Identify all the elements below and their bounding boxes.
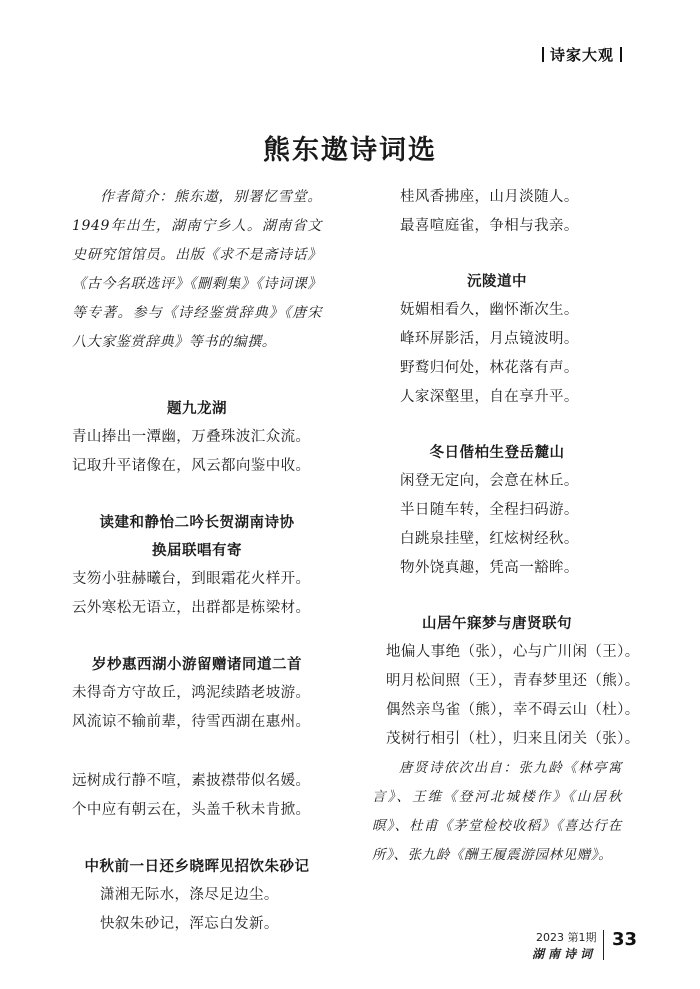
poem-line: 妩媚相看久，幽怀渐次生。 bbox=[400, 302, 579, 318]
poem-continuation bbox=[372, 183, 622, 241]
poem-line: 偶然亲鸟雀（熊），幸不碍云山（杜）。 bbox=[386, 702, 640, 718]
issue-label: 2023 第1期 bbox=[536, 931, 597, 944]
poem-title: 读建和静怡二吟长贺湖南诗协 bbox=[99, 514, 295, 531]
poem-line: 白跳泉挂壁，红炫树经秋。 bbox=[400, 531, 579, 547]
poem bbox=[372, 439, 622, 583]
poem-line: 明月松间照（王），青春梦里还（熊）。 bbox=[386, 673, 640, 689]
poem bbox=[72, 509, 322, 623]
poem-line: 未得奇方守故丘，鸿泥续踏老坡游。 bbox=[72, 685, 311, 701]
poem-line: 野鹜归何处，林花落有声。 bbox=[400, 360, 579, 376]
poem-line: 峰环屏影活，月点镜波明。 bbox=[400, 331, 579, 347]
author-bio: 作者简介：熊东遨，别署忆雪堂。1949年出生，湖南宁乡人。湖南省文史研究馆馆员。出版《求不是斋诗话》《古今名联选评》《刪剩集》《诗词课》等专著。参与《诗经鉴赏辞典》《唐宋八大家鉴赏辞典》等书的编撰。 bbox=[72, 189, 322, 350]
poem-line: 潇湘无际水，涤尽足边尘。 bbox=[100, 887, 279, 903]
poem bbox=[372, 610, 640, 754]
poem-line: 快叙朱砂记，浑忘白发新。 bbox=[100, 916, 279, 932]
poem-line bbox=[72, 737, 322, 767]
poem-line: 风流谅不输前辈，待雪西湖在惠州。 bbox=[72, 714, 311, 730]
section-tag bbox=[536, 44, 628, 65]
poem-title: 换届联唱有寄 bbox=[152, 542, 242, 559]
poem-line: 桂风香拂座，山月淡随人。 bbox=[400, 189, 579, 205]
poem-line: 记取升平诸像在，风云都向鉴中收。 bbox=[72, 458, 311, 474]
poem-line: 远树成行静不喧，素披襟带似名媛。 bbox=[72, 773, 311, 789]
magazine-name: 湖南诗词 bbox=[532, 947, 597, 961]
poem-title: 沅陵道中 bbox=[467, 273, 527, 290]
section-tag-label: 诗家大观 bbox=[549, 46, 614, 64]
left-column bbox=[72, 183, 322, 939]
poem-title: 题九龙湖 bbox=[167, 400, 227, 417]
page-number: 33 bbox=[612, 929, 638, 950]
footer-divider bbox=[603, 930, 604, 960]
poem bbox=[72, 395, 322, 481]
page-title: 熊东遨诗词选 bbox=[263, 135, 437, 166]
poem bbox=[72, 853, 322, 939]
poem-title: 岁杪惠西湖小游留赠诸同道二首 bbox=[92, 656, 302, 673]
poem-line: 云外寒松无语立，出群都是栋梁材。 bbox=[72, 600, 311, 616]
section-tag-bar-right bbox=[620, 47, 622, 62]
poem-line: 青山捧出一潭幽，万叠珠波汇众流。 bbox=[72, 429, 311, 445]
poem-line: 最喜喧庭雀，争相与我亲。 bbox=[400, 218, 579, 234]
left-poems bbox=[72, 395, 322, 939]
right-poems bbox=[372, 268, 640, 754]
section-tag-bar-left bbox=[542, 47, 544, 62]
poem-line: 闲登无定向，会意在林丘。 bbox=[400, 473, 579, 489]
poem bbox=[72, 651, 322, 825]
poem-line: 个中应有朝云在，头盖千秋未肯掀。 bbox=[72, 802, 311, 818]
poem bbox=[372, 268, 622, 412]
source-note: 唐贤诗依次出自：张九龄《林亭寓言》、王维《登河北城楼作》《山居秋暝》、杜甫《茅堂检校收稻》《喜达行在所》、张九龄《酬王履震游园林见赠》。 bbox=[372, 760, 622, 863]
right-column bbox=[372, 183, 640, 870]
poem-title: 中秋前一日还乡晓晖见招饮朱砂记 bbox=[84, 858, 310, 875]
poem-line: 半日随车转，全程扫码游。 bbox=[400, 502, 579, 518]
poem-title: 冬日偕柏生登岳麓山 bbox=[429, 444, 565, 461]
poem-line: 地偏人事绝（张），心与广川闲（王）。 bbox=[386, 644, 640, 660]
poem-line: 支笏小驻赫曦台，到眼霜花火样开。 bbox=[72, 571, 311, 587]
poem-title: 山居午寐梦与唐贤联句 bbox=[422, 615, 572, 632]
poem-line: 物外饶真趣，凭高一豁眸。 bbox=[400, 560, 579, 576]
poem-line: 茂树行相引（杜），归来且闭关（张）。 bbox=[386, 731, 640, 747]
poem-line: 人家深壑里，自在享升平。 bbox=[400, 389, 579, 405]
